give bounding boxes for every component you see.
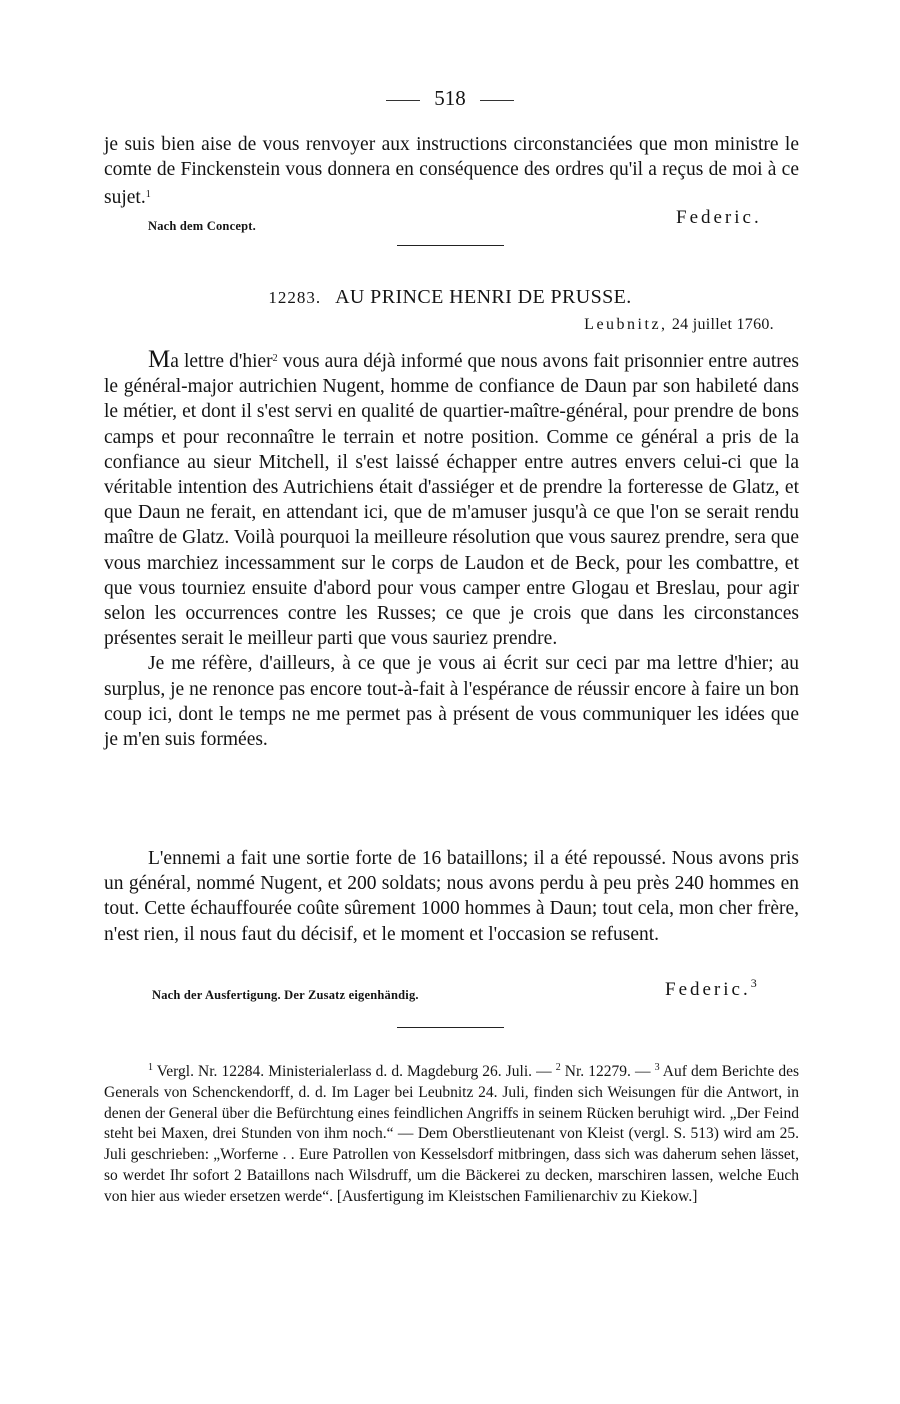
footnote-mark-1: 1 — [148, 1062, 153, 1073]
footnote-ref-3: 3 — [750, 976, 757, 990]
section-divider-top — [397, 245, 504, 246]
footnote-mark-2: 2 — [555, 1062, 561, 1073]
para1-rest: vous aura déjà informé que nous avons fait prisonnier entre autres le général-major autrichien Nugent, homme de confiance de Daun par son habileté dans le métier, et dont il s'est servi en qualité de quartier-maître-général, pour prendre de bons camps et pour reconnaître le terrain et notre position. Comme ce général a pris de la confiance au sieur Mitchell, il s'est laissé échapper entre autres envers celui-ci que la véritable intention des Autrichiens était d'assiéger et de prendre la forteresse de Glatz, et que Daun ne ferait, en attendant ici, que de m'amuser jusqu'à ce que l'on se serait rendu maître de Glatz. Voilà pourquoi la meilleure résolution que vous saurez prendre, sera que vous marchiez incessamment sur le corps de Laudon et de Beck, pour les combattre, et que vous tourniez ensuite d'abord pour vous camper entre Glogau et Breslau, pour agir selon les occurrences contre les Russes; ce que je crois que dans les circonstances présentes serait le meilleur parti que vous sauriez prendre. — [104, 351, 799, 650]
footnote-text-3: Auf dem Berichte des Generals von Schenckendorff, d. d. Im Lager bei Leubnitz 24. Juli, finden sich Weisungen für die Antwort, in denen der General über die Befürchtung eines feindlichen Angriffs in seinem Rücken beruhigt wird. „Der Feind steht bei Maxen, drei Stunden von ihm noch.“ — Dem Oberstlieutenant von Kleist (vergl. S. 513) wird am 25. Juli geschrieben: „Worferne . . Eure Patrollen von Kesselsdorf mitbringen, dass sich was daherum sehen lässet, so werdet Ihr sofort 2 Bataillons nach Wilsdruff, um die Bäckerei zu decken, marschiren lassen, welche Euch von hier aus wieder ersetzen werde“. [Ausfertigung im Kleistschen Familienarchiv zu Kiekow.] — [104, 1063, 800, 1205]
footnote-ref-1: 1 — [145, 189, 151, 201]
footnote-paragraph — [104, 1058, 799, 1208]
letter-heading — [0, 286, 900, 309]
dropcap: M — [148, 346, 171, 373]
signature-first: Federic. — [676, 207, 762, 228]
letter-title: AU PRINCE HENRI DE PRUSSE. — [335, 286, 632, 308]
letter-body — [104, 346, 799, 752]
intro-text: je suis bien aise de vous renvoyer aux instructions circonstanciées que mon ministre le comte de Finckenstein vous donnera en conséquence des ordres qu'il a reçus de moi à ce sujet. — [104, 134, 799, 209]
footnote-ref-2: 2 — [272, 353, 278, 364]
section-divider-bottom — [397, 1027, 504, 1028]
letter-number: 12283. — [268, 288, 322, 307]
source-note-concept: Nach dem Concept. — [148, 219, 256, 233]
header-dash-left — [386, 100, 420, 101]
footnote-text-1: Vergl. Nr. 12284. Ministerialerlass d. d. Magdeburg 26. Juli. — — [153, 1063, 556, 1080]
letter-postscript — [104, 846, 799, 947]
letter-dateline — [584, 316, 774, 334]
date-place: Leubnitz, — [584, 316, 668, 333]
header-dash-right — [480, 100, 514, 101]
signature-second — [665, 976, 757, 1001]
date-rest: 24 juillet 1760. — [671, 316, 774, 333]
page-header — [0, 86, 900, 111]
source-note-ausfertigung: Nach der Ausfertigung. Der Zusatz eigenhändig. — [152, 988, 419, 1002]
page-number: 518 — [434, 86, 466, 110]
letter-paragraph-3: L'ennemi a fait une sortie forte de 16 bataillons; il a été repoussé. Nous avons pris un général, nommé Nugent, et 200 soldats; nous avons perdu à peu près 240 hommes en tout. Cette échauffourée coûte sûrement 1000 hommes à Daun; tout cela, mon cher frère, n'est rien, il nous faut du décisif, et le moment et l'occasion se refusent. — [104, 848, 799, 945]
para1-start: a lettre d'hier — [170, 351, 273, 372]
footnote-mark-3: 3 — [654, 1062, 660, 1073]
footnote-text-2: Nr. 12279. — — [560, 1063, 655, 1080]
signature-second-text: Federic. — [665, 979, 751, 1000]
letter-paragraph-1 — [104, 346, 799, 651]
letter-paragraph-2: Je me réfère, d'ailleurs, à ce que je vous ai écrit sur ceci par ma lettre d'hier; au surplus, je ne renonce pas encore tout-à-fait à l'espérance de réussir encore à faire un bon coup ici, dont le temps ne me permet pas à présent de vous communiquer les idées que je m'en suis formées. — [104, 653, 799, 751]
footnotes — [104, 1058, 799, 1208]
intro-paragraph — [104, 132, 799, 211]
